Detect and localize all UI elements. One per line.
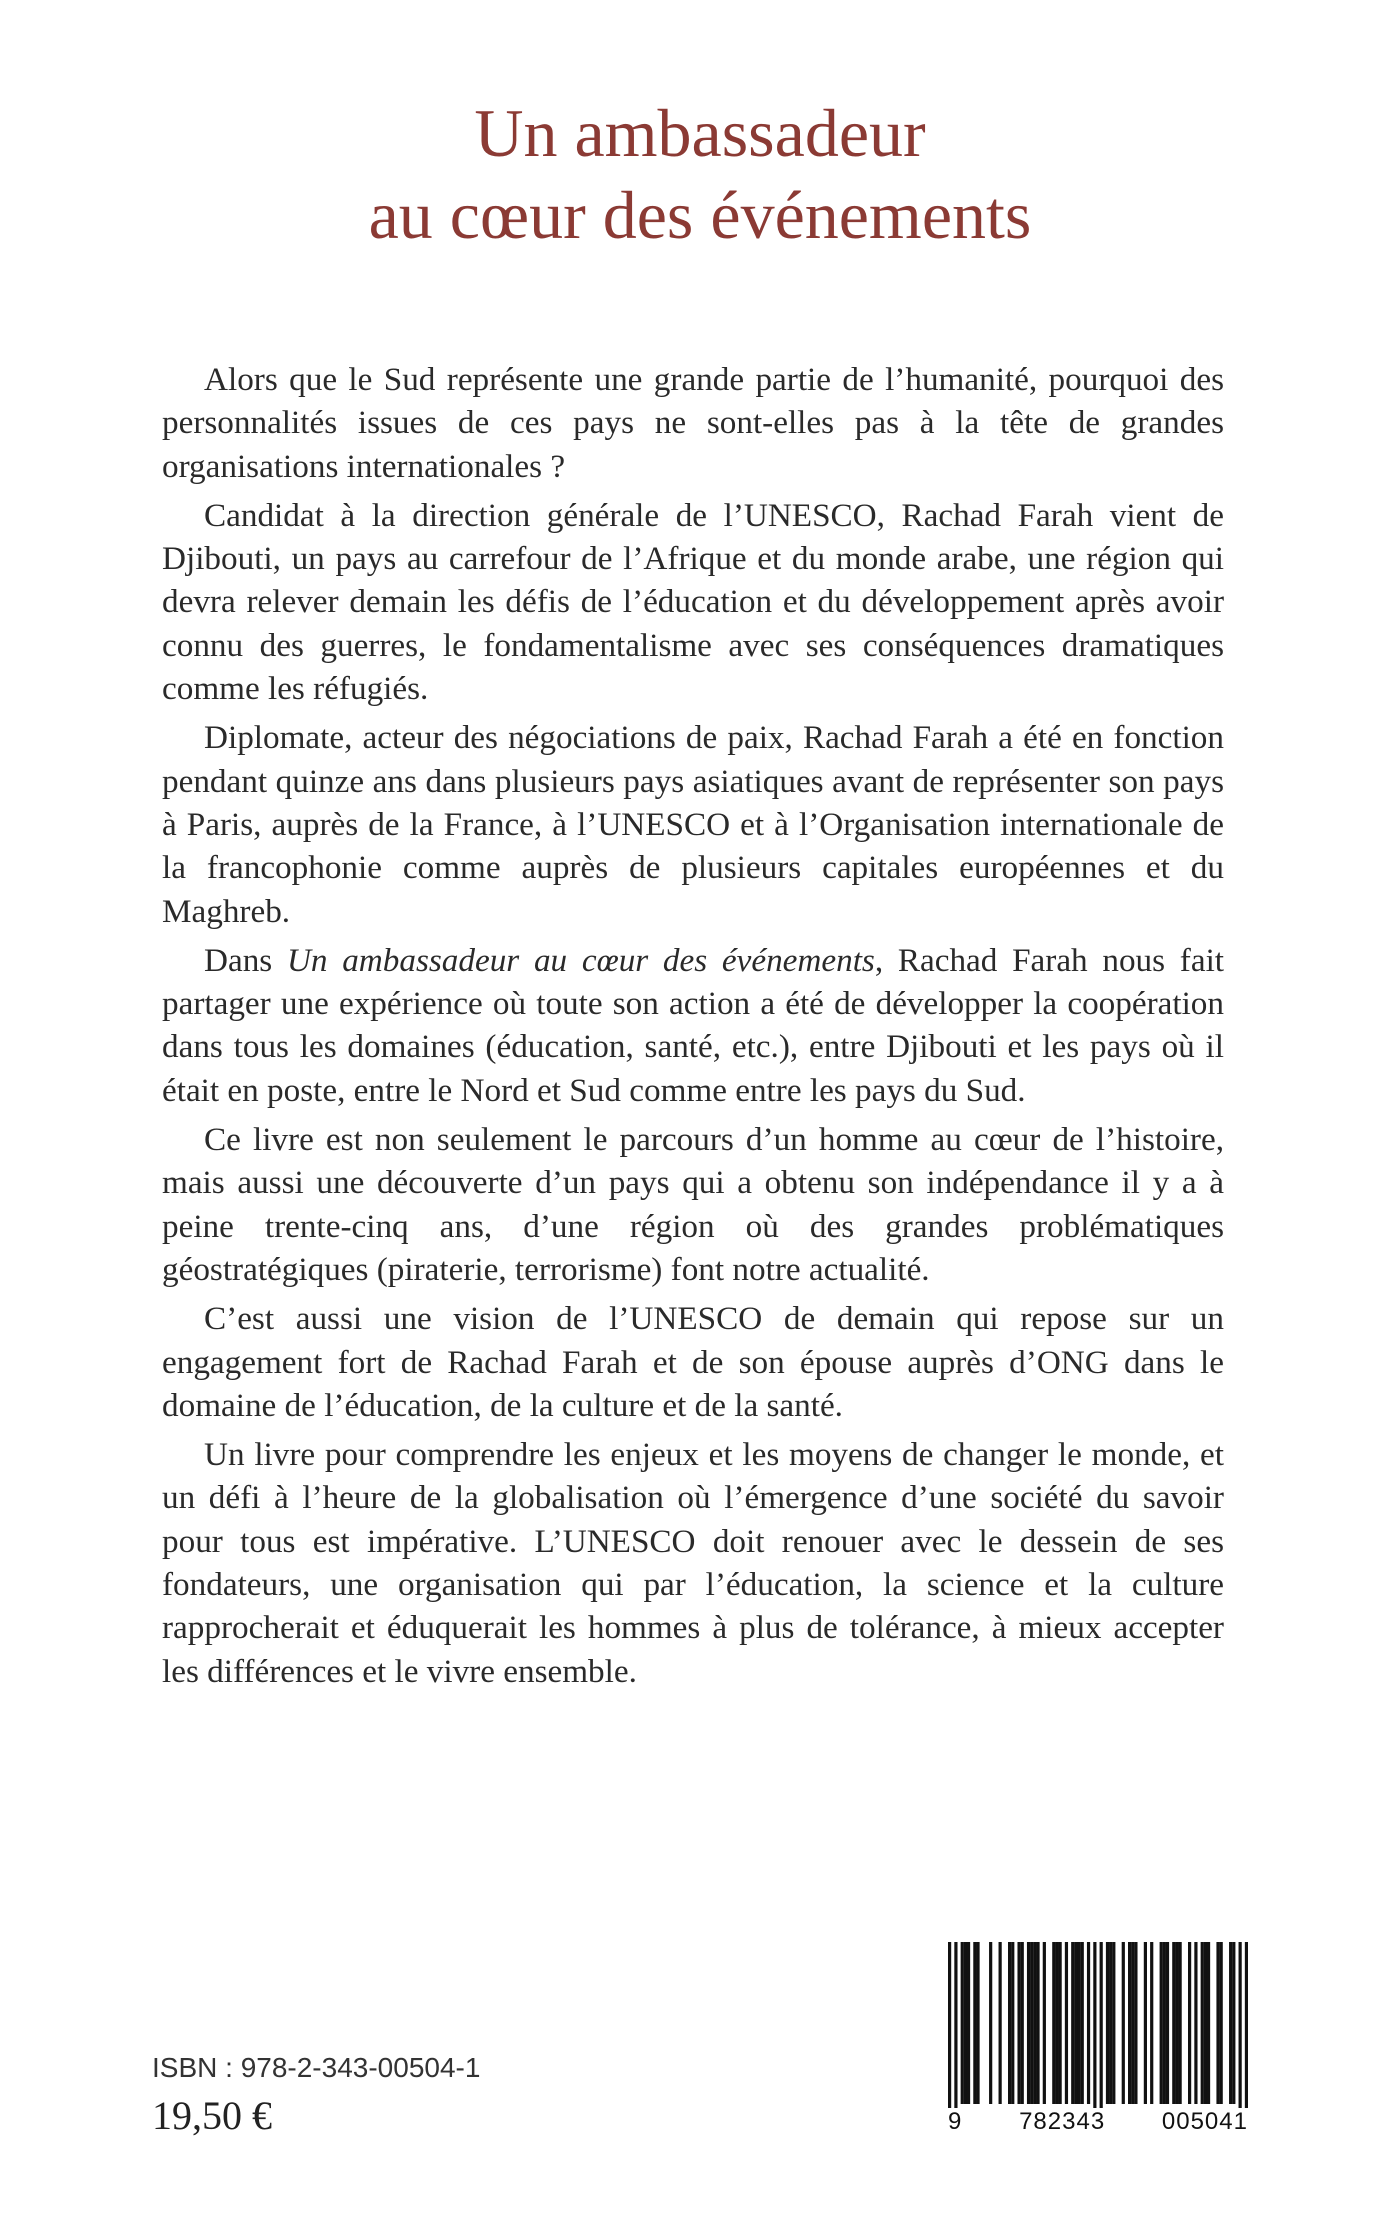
barcode-bar [1021, 1942, 1024, 2104]
barcode-bar [1239, 1942, 1242, 2122]
barcode-bar [1081, 1942, 1084, 2104]
barcode-bar [999, 1942, 1002, 2104]
barcode-bar [1216, 1942, 1219, 2104]
paragraph-4-lead: Dans [204, 941, 287, 979]
barcode-bars [948, 1942, 1248, 2122]
paragraph-3: Diplomate, acteur des négociations de paix, Rachad Farah a été en fonction pendant quinze ans dans plusieurs pays asiatiques avant de représenter son pays à Paris, auprès de la France, à l’UNESCO et à l’Organisation internationale de la francophonie comme auprès de plusieurs capitales européennes et du Maghreb. [162, 719, 1224, 930]
barcode-digits [948, 2108, 1248, 2136]
paragraph-4 [162, 939, 1224, 1112]
book-title-line-1: Un ambassadeur [474, 95, 926, 171]
barcode-bar [1043, 1942, 1046, 2104]
barcode-bar [1134, 1942, 1137, 2104]
barcode-bar [1093, 1942, 1096, 2122]
barcode-bar [1055, 1942, 1058, 2104]
barcode-bar [1245, 1942, 1248, 2122]
book-title-line-2: au cœur des événements [368, 177, 1032, 253]
barcode-bar [1077, 1942, 1080, 2104]
book-title-italic: Un ambassadeur au cœur des événements [286, 941, 875, 979]
barcode-bar [1065, 1942, 1068, 2104]
barcode-bar [1100, 1942, 1103, 2122]
price-label: 19,50 € [152, 2093, 272, 2138]
barcode-bar [1163, 1942, 1166, 2104]
barcode-bar [1160, 1942, 1163, 2104]
barcode-bar [1229, 1942, 1232, 2104]
barcode-bar [1179, 1942, 1182, 2104]
paragraph-4-rest: , Rachad Farah nous fait partager une expérience où toute son action a été de développer la coopération dans tous les domaines (éducation, santé, etc.), entre Djibouti et les pays où il était en poste, entre le Nord et Sud comme entre les pays du Sud. [162, 941, 1225, 1109]
barcode-bar [1175, 1942, 1178, 2104]
barcode [948, 1942, 1248, 2142]
barcode-bar [1036, 1942, 1039, 2104]
barcode-bar [1150, 1942, 1153, 2104]
isbn-label: ISBN : 978-2-343-00504-1 [152, 2052, 481, 2083]
barcode-bar [1059, 1942, 1062, 2104]
barcode-bar [1207, 1942, 1210, 2104]
barcode-bar [1201, 1942, 1204, 2104]
barcode-left-group: 782343 [1019, 2108, 1106, 2135]
back-cover-blurb [162, 358, 1224, 1699]
barcode-bar [976, 1942, 979, 2104]
barcode-bar [1071, 1942, 1074, 2104]
paragraph-6: C’est aussi une vision de l’UNESCO de demain qui repose sur un engagement fort de Rachad Farah et de son épouse auprès d’ONG dans le domaine de l’éducation, de la culture et de la santé. [162, 1300, 1224, 1424]
barcode-bar [1172, 1942, 1175, 2104]
barcode-bar [1109, 1942, 1112, 2104]
barcode-bar [1106, 1942, 1109, 2104]
barcode-bar [1011, 1942, 1014, 2104]
barcode-bar [1122, 1942, 1125, 2104]
barcode-bar [1131, 1942, 1134, 2104]
barcode-bar [967, 1942, 970, 2104]
barcode-bar [1204, 1942, 1207, 2104]
barcode-bar [1188, 1942, 1191, 2104]
barcode-bar [1112, 1942, 1115, 2104]
barcode-bar [954, 1942, 957, 2122]
paragraph-2: Candidat à la direction générale de l’UNESCO, Rachad Farah vient de Djibouti, un pays au carrefour de l’Afrique et du monde arabe, une région qui devra relever demain les défis de l’éducation et du développement après avoir connu des guerres, le fondamentalisme avec ses conséquences dramatiques comme les réfugiés. [162, 496, 1224, 708]
barcode-right-group: 005041 [1161, 2108, 1248, 2135]
barcode-bar [1087, 1942, 1090, 2104]
barcode-bar [1030, 1942, 1033, 2104]
book-title [0, 92, 1400, 256]
barcode-bar [1052, 1942, 1055, 2104]
barcode-bar [1008, 1942, 1011, 2104]
paragraph-5: Ce livre est non seulement le parcours d’un homme au cœur de l’histoire, mais aussi une découverte d’un pays qui a obtenu son indépendance il y a à peine trente-cinq ans, d’une région où des grandes problématiques géostratégiques (piraterie, terrorisme) font notre actualité. [162, 1121, 1224, 1288]
barcode-bar [948, 1942, 951, 2122]
barcode-bar [964, 1942, 967, 2104]
barcode-lead-digit: 9 [948, 2108, 963, 2135]
barcode-bar [1166, 1942, 1169, 2104]
barcode-bar [1144, 1942, 1147, 2104]
barcode-bar [973, 1942, 976, 2104]
barcode-bar [1128, 1942, 1131, 2104]
barcode-bar [989, 1942, 992, 2104]
barcode-bar [1220, 1942, 1223, 2104]
barcode-bar [1194, 1942, 1197, 2104]
barcode-bar [961, 1942, 964, 2104]
barcode-bar [1074, 1942, 1077, 2104]
barcode-bar [1033, 1942, 1036, 2104]
barcode-bar [1027, 1942, 1030, 2104]
barcode-bar [1232, 1942, 1235, 2104]
paragraph-7: Un livre pour comprendre les enjeux et les moyens de changer le monde, et un défi à l’heure de la globalisation où l’émergence d’une société du savoir pour tous est impérative. L’UNESCO doit renouer avec le dessein de ses fondateurs, une organisation qui par l’éducation, la science et la culture rapprocherait et éduquerait les hommes à plus de tolérance, à mieux accepter les différences et le vivre ensemble. [162, 1436, 1224, 1690]
barcode-bar [1017, 1942, 1020, 2104]
paragraph-1: Alors que le Sud représente une grande partie de l’humanité, pourquoi des personnalités issues de ces pays ne sont-elles pas à la tête de grandes organisations internationales ? [162, 361, 1224, 485]
